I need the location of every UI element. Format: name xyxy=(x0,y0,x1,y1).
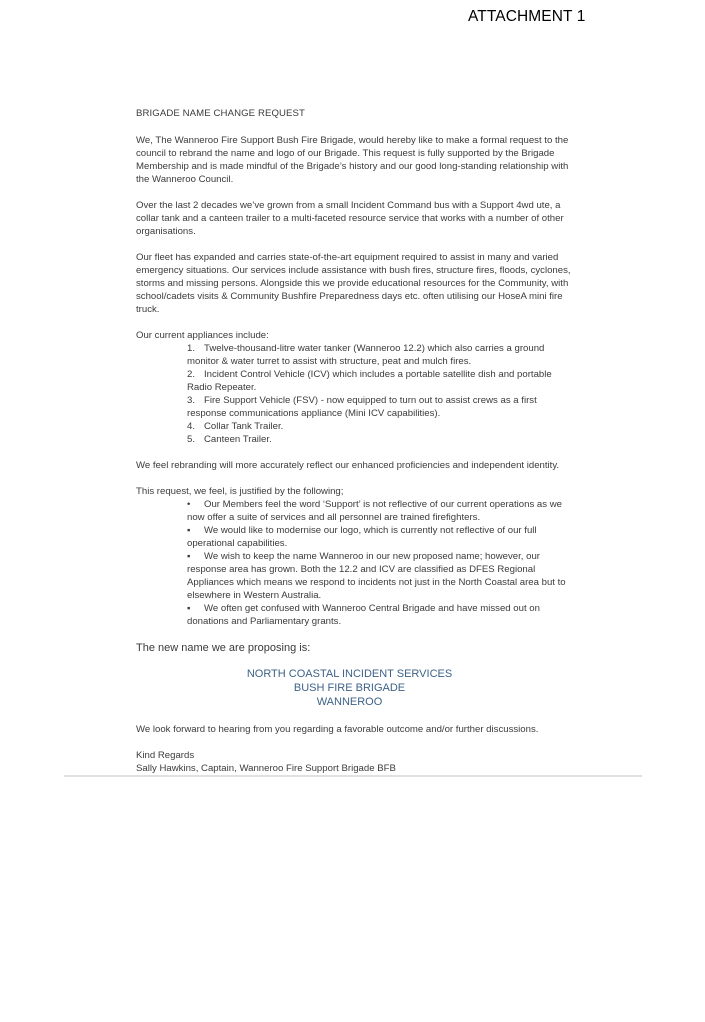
list-item-text: Our Members feel the word ‘Support’ is not reflective of our current operations as we now offer a suite of services and all personnel are trained firefighters. xyxy=(187,499,562,523)
rebranding-paragraph: We feel rebranding will more accurately reflect our enhanced proficiencies and independent identity. xyxy=(136,460,560,471)
bullet-icon: ▪ xyxy=(187,525,191,536)
proposed-name-line1: NORTH COASTAL INCIDENT SERVICES xyxy=(246,668,453,680)
proposed-name-line2: BUSH FIRE BRIGADE xyxy=(293,682,406,694)
list-item-text: Collar Tank Trailer. xyxy=(204,421,284,432)
fleet-paragraph: Our fleet has expanded and carries state-of-the-art equipment required to assist in many and varied emergency situations. Our services include assistance with bush fires, structure fires, floods, cyclones, storms and missing persons. Alongside this we provide educational resources for the Community, with school/cadets visits & Community Bushfire Preparedness days etc. often utilising our HoseA mini fire truck. xyxy=(136,252,571,315)
list-item xyxy=(136,524,576,550)
list-item-text: We wish to keep the name Wanneroo in our new proposed name; however, our response area has grown. Both the 12.2 and ICV are classified as DFES Regional Appliances which means we respond to incidents not just in the North Coastal area but to elsewhere in Western Australia. xyxy=(187,551,566,601)
list-item xyxy=(136,368,576,394)
growth-paragraph: Over the last 2 decades we’ve grown from a small Incident Command bus with a Support 4wd ute, a collar tank and a canteen trailer to a multi-faceted resource service that works with a number of other organisations. xyxy=(136,200,564,237)
signature: Sally Hawkins, Captain, Wanneroo Fire Support Brigade BFB xyxy=(136,763,396,774)
list-item-text: We would like to modernise our logo, which is currently not reflective of our full operational capabilities. xyxy=(187,525,537,549)
list-item xyxy=(136,602,576,628)
list-item xyxy=(136,498,576,524)
proposed-name-block xyxy=(136,667,563,709)
list-item xyxy=(136,342,576,368)
list-number: 4. xyxy=(187,421,196,432)
appliances-list xyxy=(136,342,576,446)
justification-intro: This request, we feel, is justified by the following; xyxy=(136,486,344,497)
list-item xyxy=(136,420,576,433)
list-item-text: We often get confused with Wanneroo Central Brigade and have missed out on donations and Parliamentary grants. xyxy=(187,603,540,627)
list-item-text: Incident Control Vehicle (ICV) which includes a portable satellite dish and portable Radio Repeater. xyxy=(187,369,552,393)
attachment-label: ATTACHMENT 1 xyxy=(468,8,586,25)
intro-paragraph: We, The Wanneroo Fire Support Bush Fire Brigade, would hereby like to make a formal request to the council to rebrand the name and logo of our Brigade. This request is fully supported by the Brigade Membership and is made mindful of the Brigade’s history and our good long-standing relationship with the Wanneroo Council. xyxy=(136,135,569,185)
proposed-name-line3: WANNEROO xyxy=(316,696,383,708)
list-number: 5. xyxy=(187,434,196,445)
proposal-intro: The new name we are proposing is: xyxy=(136,642,311,654)
justifications-list xyxy=(136,498,576,628)
list-number: 3. xyxy=(187,395,196,406)
bullet-icon: ▪ xyxy=(187,551,191,562)
list-item-text: Twelve-thousand-litre water tanker (Wanneroo 12.2) which also carries a ground monitor & water turret to assist with structure, peat and mulch fires. xyxy=(187,343,545,367)
list-item xyxy=(136,550,576,602)
appliances-intro: Our current appliances include: xyxy=(136,330,269,341)
bullet-icon: ▪ xyxy=(187,603,191,614)
list-number: 1. xyxy=(187,343,196,354)
letter-body xyxy=(136,107,576,775)
list-item xyxy=(136,394,576,420)
list-item-text: Fire Support Vehicle (FSV) - now equipped to turn out to assist crews as a first response communications appliance (Mini ICV capabilities). xyxy=(187,395,537,419)
list-item xyxy=(136,433,576,446)
bullet-icon: • xyxy=(187,499,191,510)
list-item-text: Canteen Trailer. xyxy=(204,434,272,445)
letter-heading: BRIGADE NAME CHANGE REQUEST xyxy=(136,108,306,119)
list-number: 2. xyxy=(187,369,196,380)
closing-paragraph: We look forward to hearing from you regarding a favorable outcome and/or further discussions. xyxy=(136,724,539,735)
page-divider xyxy=(64,775,642,777)
sign-off: Kind Regards xyxy=(136,750,195,761)
